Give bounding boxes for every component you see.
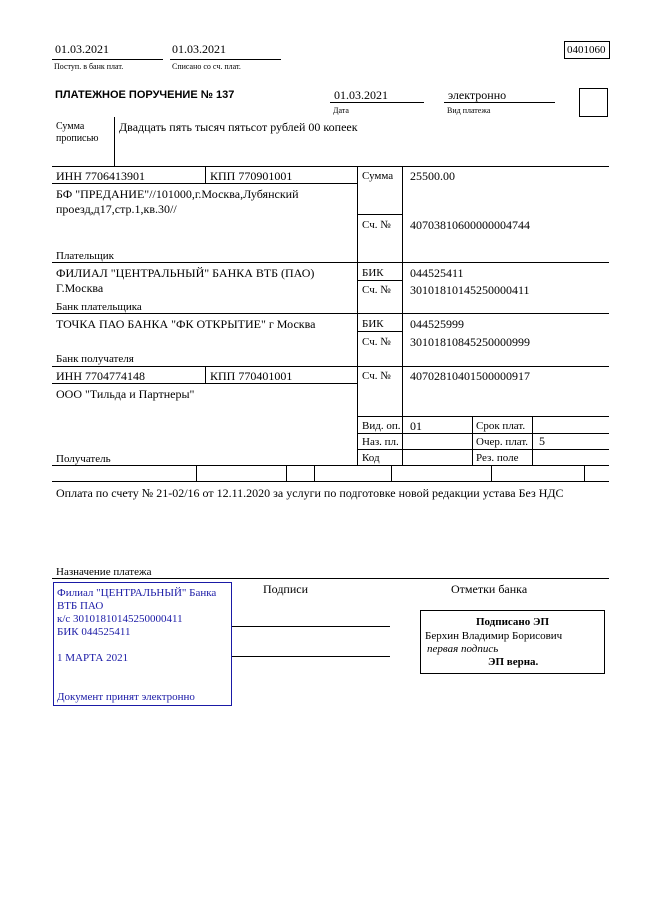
payer-label: Плательщик	[56, 250, 114, 262]
stamp-footer: Документ принят электронно	[57, 691, 195, 703]
signature-line-1	[232, 626, 390, 627]
grid-line	[52, 183, 357, 184]
payment-purpose-label: Назначение платежа	[56, 566, 152, 578]
grid-line	[357, 416, 609, 417]
payer-name-2: проезд,д17,стр.1,кв.30//	[56, 202, 177, 216]
payer-account-label: Сч. №	[362, 219, 391, 231]
document-date-line	[330, 102, 424, 103]
amount-words-divider	[114, 117, 115, 166]
grid-line	[52, 465, 609, 466]
grid-line	[52, 262, 609, 263]
payer-bank-name: ФИЛИАЛ "ЦЕНТРАЛЬНЫЙ" БАНКА ВТБ (ПАО)	[56, 266, 315, 280]
amount-words-label-1: Сумма	[56, 121, 85, 132]
naz-label: Наз. пл.	[362, 436, 399, 448]
ep-signer: Берхин Владимир Борисович	[425, 630, 563, 642]
grid-line	[205, 366, 206, 383]
ep-box	[420, 610, 605, 674]
amount-words-text: Двадцать пять тысяч пятьсот рублей 00 копеек	[119, 120, 358, 134]
amount-label: Сумма	[362, 170, 394, 182]
debited-date: 01.03.2021	[172, 42, 226, 56]
stamp-line-4: БИК 044525411	[57, 626, 131, 638]
payment-type-line	[444, 102, 555, 103]
grid-line	[196, 465, 197, 481]
grid-line	[52, 366, 609, 367]
grid-line	[402, 166, 403, 465]
ocher-value: 5	[539, 434, 545, 448]
document-date: 01.03.2021	[334, 88, 388, 102]
grid-line	[584, 465, 585, 481]
grid-line	[205, 166, 206, 183]
vid-op-label: Вид. оп.	[362, 420, 401, 432]
form-code: 0401060	[567, 44, 606, 56]
payment-type-label: Вид платежа	[447, 106, 491, 115]
payee-bank-name: ТОЧКА ПАО БАНКА "ФК ОТКРЫТИЕ" г Москва	[56, 317, 316, 331]
payer-bank-account: 30101810145250000411	[410, 283, 530, 297]
signatures-label: Подписи	[263, 582, 309, 596]
signature-line-2	[232, 656, 390, 657]
bank-stamp	[53, 582, 232, 706]
grid-line	[472, 416, 473, 465]
grid-line	[491, 465, 492, 481]
grid-line	[357, 433, 609, 434]
payee-account-label: Сч. №	[362, 370, 391, 382]
payer-bank-city: Г.Москва	[56, 281, 104, 295]
ep-status: ЭП верна.	[488, 656, 539, 668]
received-label: Поступ. в банк плат.	[54, 62, 124, 71]
stamp-line-3: к/с 30101810145250000411	[57, 613, 183, 625]
payee-bank-account-label: Сч. №	[362, 336, 391, 348]
document-title: ПЛАТЕЖНОЕ ПОРУЧЕНИЕ № 137	[55, 89, 235, 101]
amount-value: 25500.00	[410, 169, 455, 183]
ep-title: Подписано ЭП	[475, 616, 550, 628]
grid-line	[52, 481, 609, 482]
grid-line	[357, 214, 402, 215]
payer-bank-bik: 044525411	[410, 266, 464, 280]
ocher-label: Очер. плат.	[476, 436, 529, 448]
ep-type: первая подпись	[427, 643, 499, 655]
grid-line	[357, 449, 609, 450]
grid-line	[52, 383, 357, 384]
grid-line	[286, 465, 287, 481]
grid-line	[391, 465, 392, 481]
payee-bank-account: 30101810845250000999	[410, 335, 530, 349]
stamp-date: 1 МАРТА 2021	[57, 652, 129, 664]
payee-bank-bik-label: БИК	[362, 318, 384, 330]
payer-bank-account-label: Сч. №	[362, 284, 391, 296]
kod-label: Код	[362, 452, 380, 464]
payee-bank-label: Банк получателя	[56, 353, 134, 365]
payer-inn: ИНН 7706413901	[56, 169, 145, 183]
payer-bank-label: Банк плательщика	[56, 301, 142, 313]
stamp-line-2: ВТБ ПАО	[57, 600, 104, 612]
payer-name-1: БФ "ПРЕДАНИЕ"//101000,г.Москва,Лубянский	[56, 187, 299, 201]
payee-kpp: КПП 770401001	[210, 369, 293, 383]
amount-words-label-2: прописью	[56, 133, 99, 144]
grid-line	[52, 578, 609, 579]
srok-label: Срок плат.	[476, 420, 526, 432]
grid-line	[357, 331, 402, 332]
grid-line	[357, 166, 358, 465]
payer-bank-bik-label: БИК	[362, 267, 384, 279]
grid-line	[314, 465, 315, 481]
payee-inn: ИНН 7704774148	[56, 369, 145, 383]
grid-line	[52, 166, 609, 167]
payer-account: 40703810600000004744	[410, 218, 530, 232]
payee-label: Получатель	[56, 453, 111, 465]
payee-bank-bik: 044525999	[410, 317, 464, 331]
document-date-label: Дата	[333, 106, 349, 115]
stamp-line-1: Филиал "ЦЕНТРАЛЬНЫЙ" Банка	[57, 587, 217, 599]
payee-name: ООО "Тильда и Партнеры"	[56, 387, 195, 401]
payer-kpp: КПП 770901001	[210, 169, 293, 183]
received-date-line	[52, 59, 163, 60]
payment-type: электронно	[448, 88, 507, 102]
rez-label: Рез. поле	[476, 452, 519, 464]
vid-op-value: 01	[410, 419, 422, 433]
grid-line	[532, 416, 533, 465]
status-box	[579, 88, 608, 117]
payment-purpose: Оплата по счету № 21-02/16 от 12.11.2020 за услуги по подготовке новой редакции устава Без НДС	[56, 486, 564, 500]
payee-account: 40702810401500000917	[410, 369, 530, 383]
debited-date-line	[170, 59, 281, 60]
bank-marks-label: Отметки банка	[451, 582, 528, 596]
grid-line	[357, 280, 402, 281]
received-date: 01.03.2021	[55, 42, 109, 56]
debited-label: Списано со сч. плат.	[172, 62, 241, 71]
